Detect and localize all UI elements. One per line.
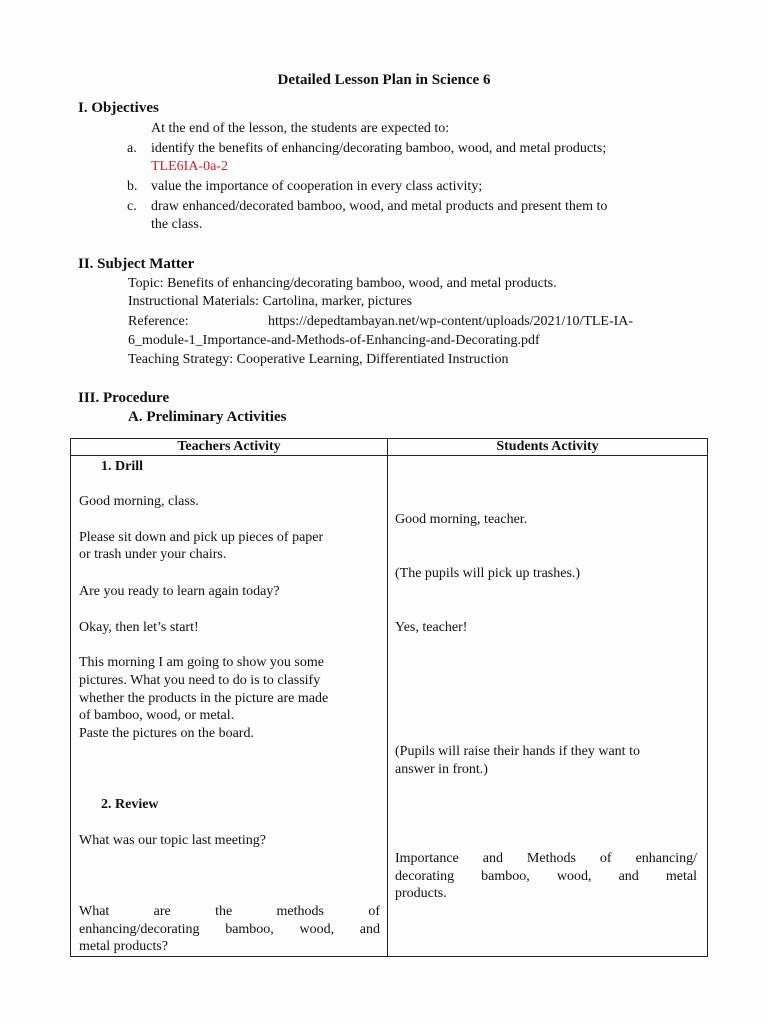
materials-line: Instructional Materials: Cartolina, marker, pictures [128,294,413,309]
teacher-methods-line1: What are the methods of [79,904,380,919]
students-raise-line1: (Pupils will raise their hands if they want to [395,744,640,759]
students-activity-header: Students Activity [388,439,708,456]
students-yes: Yes, teacher! [395,620,468,635]
students-greeting: Good morning, teacher. [395,512,528,527]
objectives-intro: At the end of the lesson, the students are expected to: [151,121,450,136]
topic-line: Topic: Benefits of enhancing/decorating bamboo, wood, and metal products. [128,276,557,291]
students-raise-line2: answer in front.) [395,762,488,777]
students-answer-line1: Importance and Methods of enhancing/ [395,851,697,866]
objective-c-marker: c. [127,199,137,214]
objective-a-marker: a. [127,141,137,156]
document-title: Detailed Lesson Plan in Science 6 [277,72,491,88]
reference-url-line1: https://depedtambayan.net/wp-content/uploads/2021/10/TLE-IA- [268,314,634,329]
procedure-heading: III. Procedure [78,390,170,406]
objective-b-marker: b. [127,179,138,194]
reference-label: Reference: [128,314,189,329]
teacher-methods-line3: metal products? [79,939,169,954]
review-heading: 2. Review [101,797,159,812]
subject-matter-heading: II. Subject Matter [78,256,195,272]
drill-heading: 1. Drill [101,459,143,474]
teacher-topic-question: What was our topic last meeting? [79,833,266,848]
teacher-paste: Paste the pictures on the board. [79,726,254,741]
objectives-heading: I. Objectives [78,100,159,116]
objective-c-text-line1: draw enhanced/decorated bamboo, wood, and metal products and present them to [151,199,608,214]
competency-code: TLE6IA-0a-2 [151,159,228,174]
teacher-ready: Are you ready to learn again today? [79,584,280,599]
teacher-sit-line2: or trash under your chairs. [79,547,227,562]
students-column [388,456,708,957]
teacher-greeting: Good morning, class. [79,494,199,509]
objective-a-text: identify the benefits of enhancing/decorating bamboo, wood, and metal products; [151,141,607,156]
teacher-sit-line1: Please sit down and pick up pieces of paper [79,530,324,545]
teacher-column [71,456,388,957]
strategy-line: Teaching Strategy: Cooperative Learning, Differentiated Instruction [128,352,509,367]
preliminary-activities-heading: A. Preliminary Activities [128,409,287,425]
students-answer-line2: decorating bamboo, wood, and metal [395,869,697,884]
teacher-show-line1: This morning I am going to show you some [79,655,324,670]
teacher-show-line4: of bamboo, wood, or metal. [79,708,235,723]
teacher-start: Okay, then let’s start! [79,620,199,635]
students-pickup: (The pupils will pick up trashes.) [395,566,581,581]
students-answer-line3: products. [395,886,447,901]
objective-b-text: value the importance of cooperation in every class activity; [151,179,483,194]
teacher-methods-line2: enhancing/decorating bamboo, wood, and [79,922,380,937]
procedure-table [70,438,708,957]
objective-c-text-line2: the class. [151,217,203,232]
teacher-show-line2: pictures. What you need to do is to classify [79,673,321,688]
teacher-show-line3: whether the products in the picture are made [79,691,329,706]
teachers-activity-header: Teachers Activity [71,439,388,456]
reference-url-line2: 6_module-1_Importance-and-Methods-of-Enhancing-and-Decorating.pdf [128,333,540,348]
